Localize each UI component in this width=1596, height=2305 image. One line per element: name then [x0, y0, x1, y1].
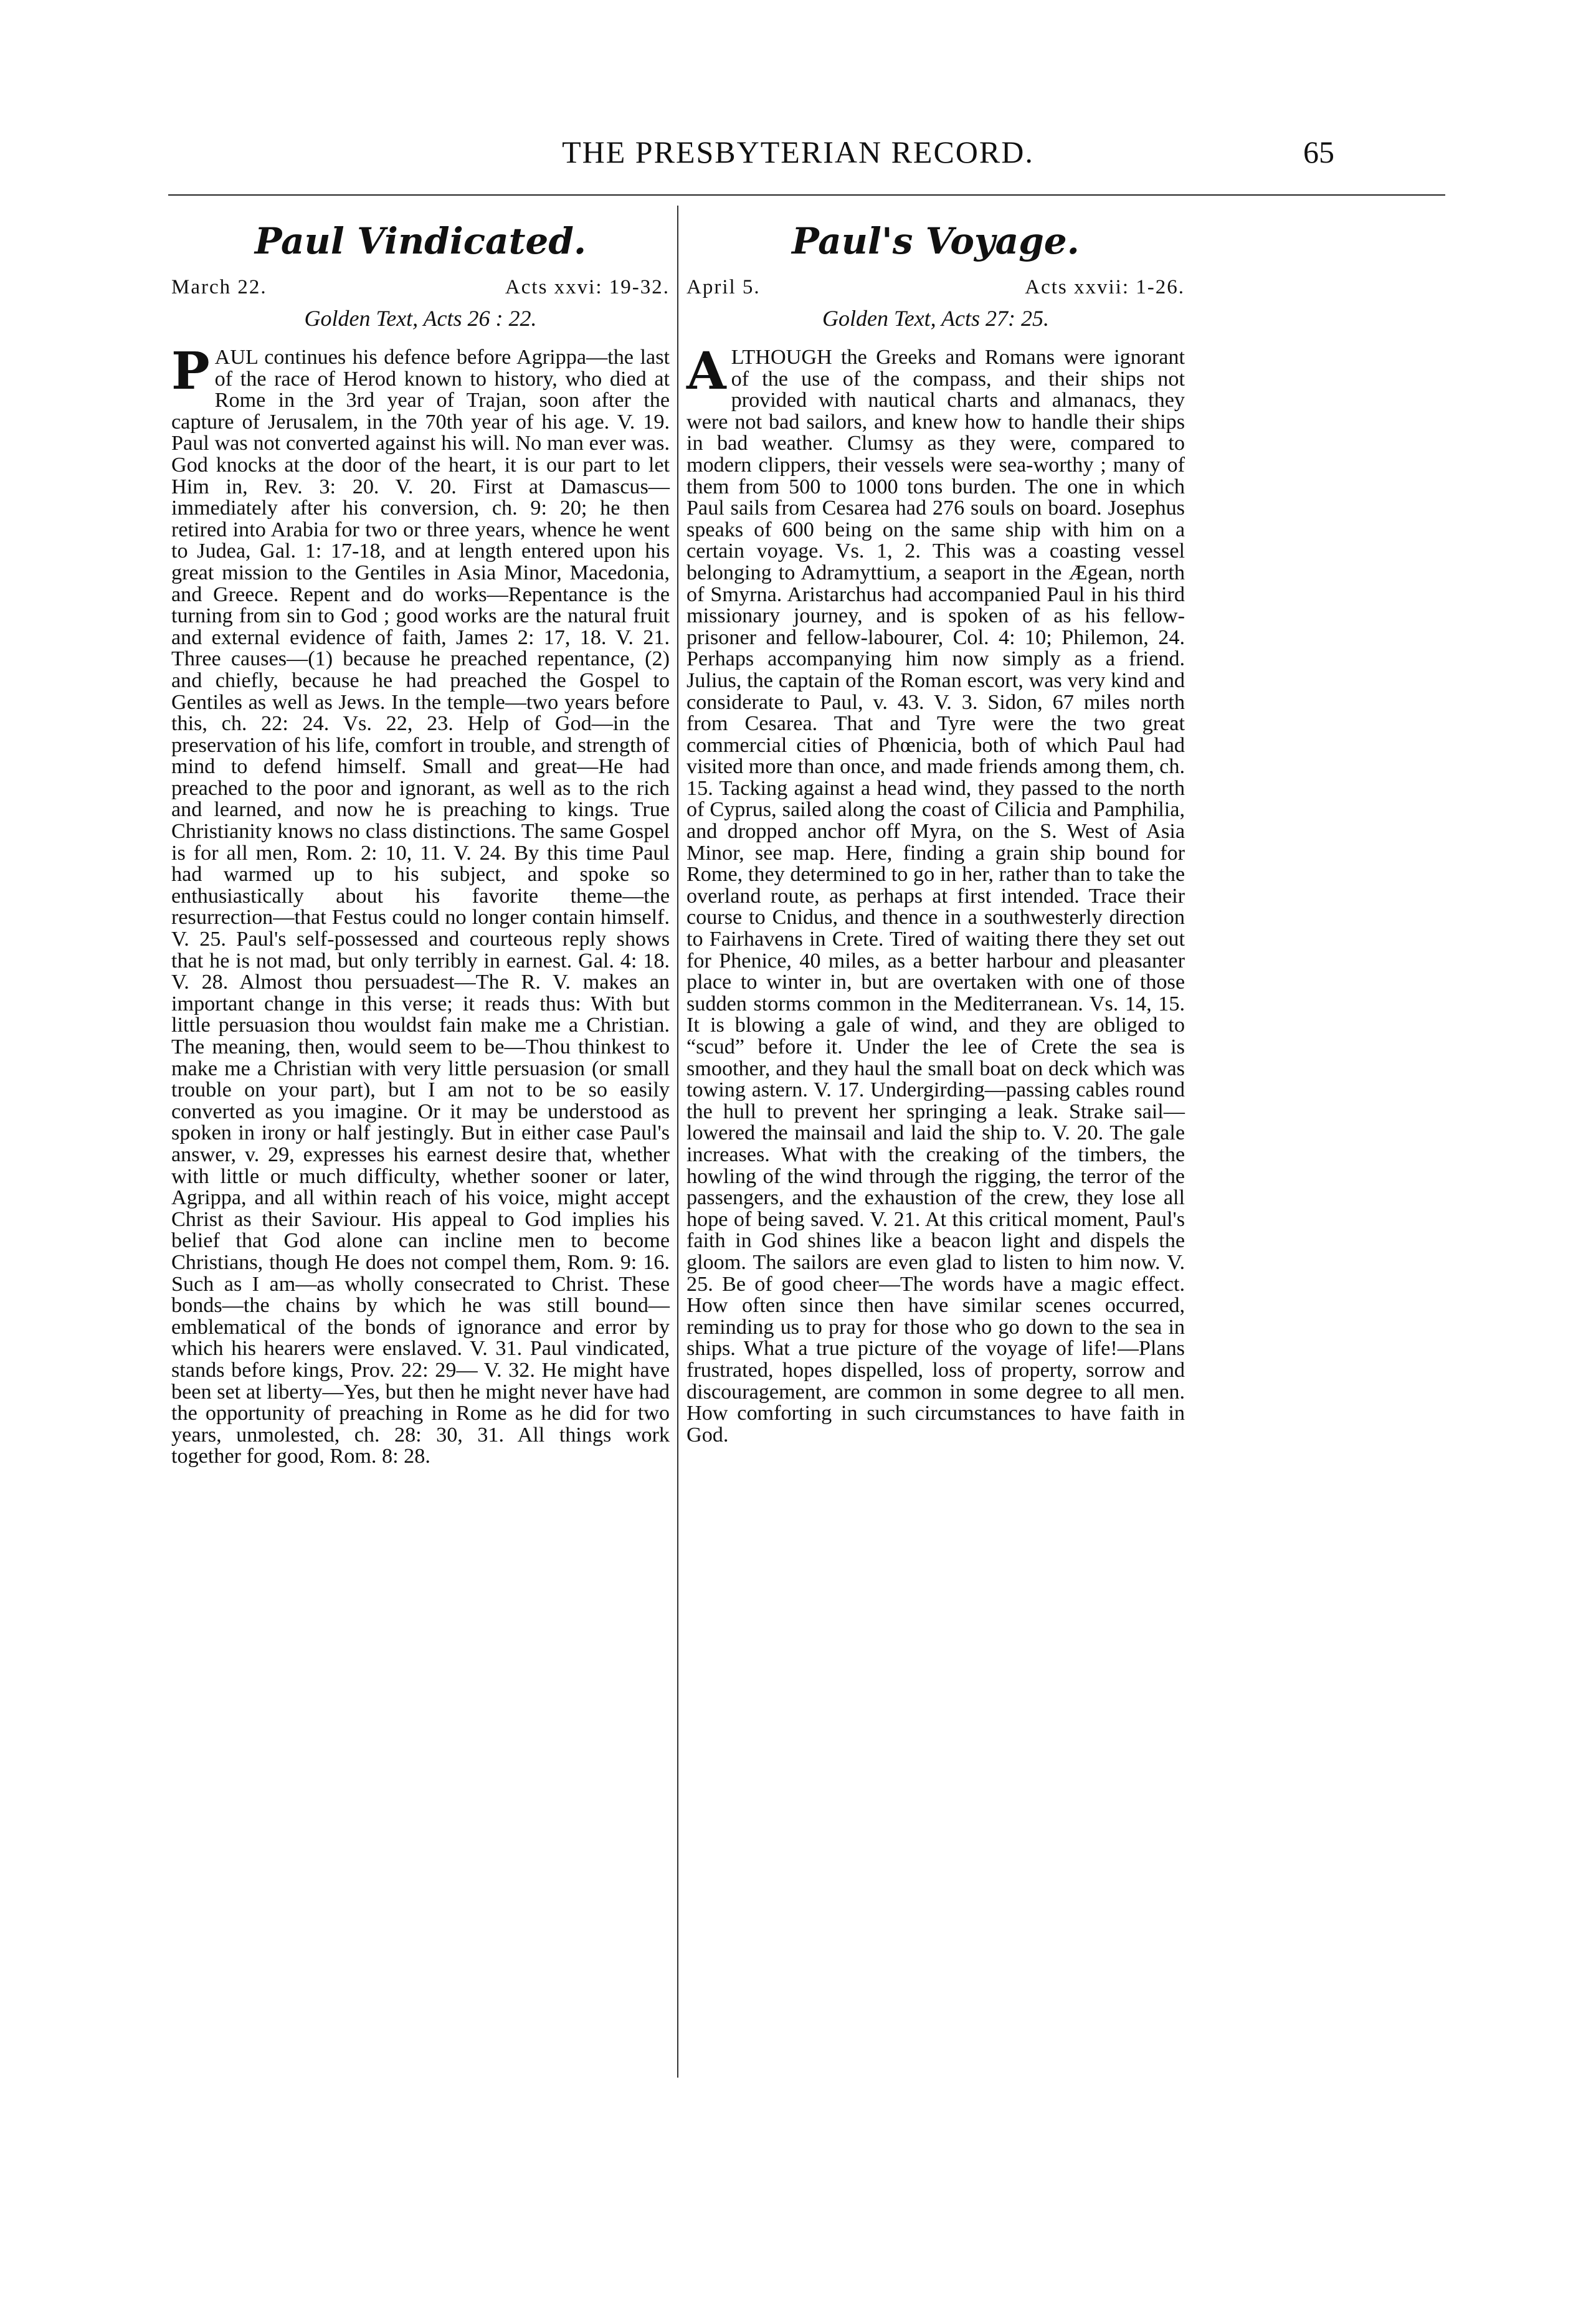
running-title: THE PRESBYTERIAN RECORD. — [562, 135, 1034, 169]
article-body-text: LTHOUGH the Greeks and Romans were ignorant of the use of the compass, and their ships not provided with nautical charts and almanacs, they were not bad sailors, and knew how to handle their ships in bad weather. Clumsy as they were, compared to modern clippers, their vessels were sea-worthy ; many of them from 500 to 1000 tons burden. The one in which Paul sails from Cesarea had 276 souls on board. Josephus speaks of 600 being on the same ship with him on a certain voyage. Vs. 1, 2. This was a coasting vessel belonging to Adramyttium, a seaport in the Ægean, north of Smyrna. Aristarchus had accompanied Paul in his third missionary journey, and is spoken of as his fellow-prisoner and fellow-labourer, Col. 4: 10; Philemon, 24. Perhaps accompanying him now simply as a friend. Julius, the captain of the Roman escort, was very kind and considerate to Paul, v. 43. V. 3. Sidon, 67 miles north from Cesarea. That and Tyre were the two great commercial cities of Phœnicia, both of which Paul had visited more than once, and made friends among them, ch. 15. Tacking against a head wind, they passed to the north of Cyprus, sailed along the coast of Cilicia and Pamphilia, and dropped anchor off Myra, on the S. West of Asia Minor, see map. Here, finding a grain ship bound for Rome, they determined to go in her, rather than to take the overland route, as perhaps at first intended. Trace their course to Cnidus, and thence in a southwesterly direction to Fairhavens in Crete. Tired of waiting there they set out for Phenice, 40 miles, as a better harbour and pleasanter place to winter in, but are overtaken with one of those sudden storms common in the Mediterranean. Vs. 14, 15. It is blowing a gale of wind, and they are obliged to “scud” before it. Under the lee of Crete the sea is smoother, and they haul the small boat on deck which was towing astern. V. 17. Undergirding—passing cables round the hull to prevent her springing a leak. Strake sail—lowered the mainsail and laid the ship to. V. 20. The gale increases. What with the creaking of the timbers, the howling of the wind through the rigging, the terror of the passengers, and the exhaustion of the crew, they lose all hope of being saved. V. 21. At this critical moment, Paul's faith in God shines like a beacon light and dispels the gloom. The sailors are even glad to listen to him now. V. 25. Be of good cheer—The words have a magic effect. How often since then have similar scenes occurred, reminding us to pray for those who go down to the sea in ships. What a true picture of the voyage of life!—Plans frustrated, hopes dispelled, loss of property, sorrow and discouragement, are common in some degree to all men. How comforting in such circumstances to have faith in God. — [686, 346, 1185, 1447]
left-column-article — [171, 215, 670, 1468]
scripture-reference: Acts xxvi: 19-32. — [505, 276, 670, 298]
drop-cap: A — [686, 341, 726, 401]
article-title: Paul's Voyage. — [792, 220, 1080, 262]
golden-text: Golden Text, Acts 27: 25. — [822, 306, 1049, 331]
drop-cap: P — [171, 341, 210, 401]
lesson-date: March 22. — [171, 276, 267, 298]
page-number: 65 — [1303, 135, 1334, 169]
article-body — [171, 341, 670, 1468]
golden-text: Golden Text, Acts 26 : 22. — [304, 306, 537, 331]
column-divider — [677, 206, 678, 2078]
article-body-text: AUL continues his defence before Agrippa—the last of the race of Herod known to history, who died at Rome in the 3rd year of Trajan, soon after the capture of Jerusalem, in the 70th year of his age. V. 19. Paul was not converted against his will. No man ever was. God knocks at the door of the heart, it is our part to let Him in, Rev. 3: 20. V. 20. First at Damascus—immediately after his conversion, ch. 9: 20; he then retired into Arabia for two or three years, whence he went to Judea, Gal. 1: 17-18, and at length entered upon his great mission to the Gentiles in Asia Minor, Macedonia, and Greece. Repent and do works—Repentance is the turning from sin to God ; good works are the natural fruit and external evidence of faith, James 2: 17, 18. V. 21. Three causes—(1) because he preached repentance, (2) and chiefly, because he had preached the Gospel to Gentiles as well as Jews. In the temple—two years before this, ch. 22: 24. Vs. 22, 23. Help of God—in the preservation of his life, comfort in trouble, and strength of mind to defend himself. Small and great—He had preached to the poor and ignorant, as well as to the rich and learned, and now he is preaching to kings. True Christianity knows no class distinctions. The same Gospel is for all men, Rom. 2: 10, 11. V. 24. By this time Paul had warmed up to his subject, and spoke so enthusiastically about his favorite theme—the resurrection—that Festus could no longer contain himself. V. 25. Paul's self-possessed and courteous reply shows that he is not mad, but only terribly in earnest. Gal. 4: 18. V. 28. Almost thou persuadest—The R. V. makes an important change in this verse; it reads thus: With but little persuasion thou wouldst fain make me a Christian. The meaning, then, would seem to be—Thou thinkest to make me a Christian with very little persuasion (or small trouble on your part), but I am not to be so easily converted as you imagine. Or it may be understood as spoken in irony or half jestingly. But in either case Paul's answer, v. 29, expresses his earnest desire that, whether with little or much difficulty, whether sooner or later, Agrippa, and all within reach of his voice, might accept Christ as their Saviour. His appeal to God implies his belief that God alone can incline men to become Christians, though He does not compel them, Rom. 9: 16. Such as I am—as wholly consecrated to Christ. These bonds—the chains by which he was still bound—emblematical of the bonds of ignorance and error by which his hearers were enslaved. V. 31. Paul vindicated, stands before kings, Prov. 22: 29— V. 32. He might have been set at liberty—Yes, but then he might never have had the opportunity of preaching in Rome as he did for two years, unmolested, ch. 28: 30, 31. All things work together for good, Rom. 8: 28. — [171, 346, 670, 1468]
article-title: Paul Vindicated. — [254, 220, 587, 262]
lesson-meta — [686, 273, 1185, 302]
scripture-reference: Acts xxvii: 1-26. — [1025, 276, 1185, 298]
right-column-article — [686, 215, 1185, 1446]
running-head — [0, 134, 1596, 184]
header-rule — [168, 194, 1445, 196]
lesson-meta — [171, 273, 670, 302]
lesson-date: April 5. — [686, 276, 761, 298]
article-body — [686, 341, 1185, 1447]
